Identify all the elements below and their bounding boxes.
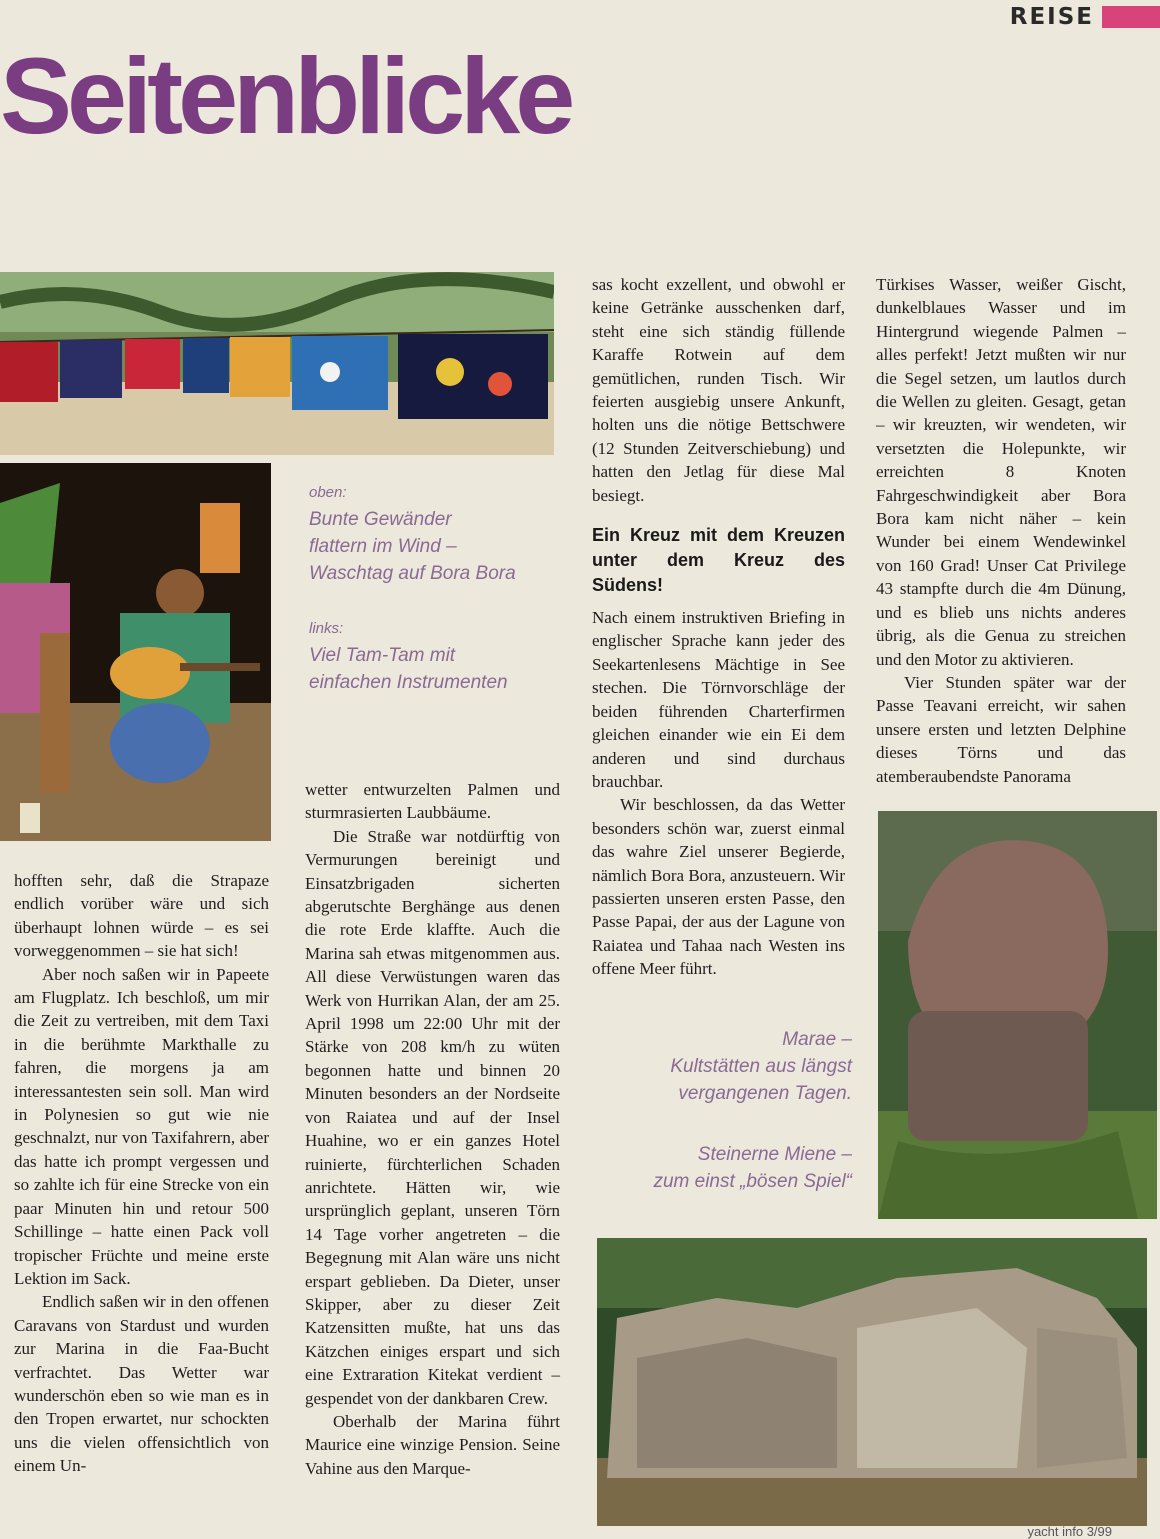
section-color-bar (1102, 6, 1160, 28)
caption-marae-line1: Marae – (782, 1029, 852, 1050)
musicians-illustration (0, 463, 271, 841)
stone-ruins-photo (597, 1238, 1147, 1526)
page-title: Seitenblicke (0, 35, 571, 156)
article-column-3 (592, 273, 845, 981)
col3-paragraph-2: Nach einem instruktiven Briefing in englischer Sprache kann jeder des Seekartenlesens Mächtige in See stechen. Die Törnvorschläge der beiden führenden Charterfirmen gleichen einander wie ein Ei dem anderen und sind durchaus brauchbar. (592, 608, 845, 791)
caption-stone (600, 1141, 852, 1195)
caption-top (309, 506, 516, 587)
section-label: REISE (1009, 4, 1094, 30)
caption-left-label: links: (309, 620, 344, 637)
caption-left-line1: Viel Tam-Tam mit (309, 645, 456, 666)
caption-top-line3: Waschtag auf Bora Bora (309, 563, 516, 584)
laundry-line-photo (0, 272, 554, 455)
musicians-photo (0, 463, 271, 841)
col3-paragraph-1: sas kocht exzellent, und obwohl er keine Getränke ausschenken darf, steht eine sich ständig füllende Karaffe Rotwein auf dem gemütlichen, runden Tisch. Wir feierten ausgiebig unsere Ankunft, holten uns die nötige Bettschwere (12 Stunden Zeitverschiebung) und hatten den Jetlag für diese Mal besiegt. (592, 275, 845, 505)
col2-paragraph-1: wetter entwurzelten Palmen und sturmrasierten Laubbäume. (305, 780, 560, 823)
col4-paragraph-1: Türkises Wasser, weißer Gischt, dunkelblaues Wasser und im Hintergrund wiegende Palmen – alles perfekt! Jetzt mußten wir nur die Segel setzen, um lautlos durch die Wellen zu gleiten. Gesagt, getan – wir kreuzten, wir wendeten, wir versetzten die Holepunkte, wir erreichten 8 Knoten Fahrgeschwindigkeit aber Bora Bora kam nicht näher – kein Wunder bei einem Wendewinkel von 160 Grad! Unser Cat Privilege 43 stampfte durch die 4m Dünung, und es blieb uns nichts anderes übrig, als die Genua zu streichen und den Motor zu aktivieren. (876, 275, 1126, 669)
col2-paragraph-2: Die Straße war notdürftig von Vermurungen bereinigt und Einsatzbrigaden sicherten abgerutschte Berghänge aus denen die rote Erde klaffte. Auch die Marina sah etwas mitgenommen aus. All diese Verwüstungen waren das Werk von Hurrikan Alan, der am 25. April 1998 um 22:00 Uhr mit der Stärke von 208 km/h zu wüten begonnen hatte und binnen 20 Minuten besonders an der Nordseite von Raiatea und auf der Insel Huahine, wo er ein ganzes Hotel ruinierte, fürchterlichen Schaden anrichtete. Hätten wir, wie ursprünglich geplant, unseren Törn 14 Tage vorher angetreten – die Begegnung mit Alan wäre uns nicht erspart geblieben. Da Dieter, unser Skipper, aber zu dieser Zeit Katzensitten mußte, hat uns das Kätzchen einiges erspart und sich eine Extraration Kitekat verdient – gespendet von der dankbaren Crew. (305, 826, 560, 1408)
caption-top-label: oben: (309, 484, 347, 501)
laundry-line-illustration (0, 272, 554, 455)
article-column-2 (305, 778, 560, 1480)
stone-idol-photo (878, 811, 1157, 1219)
stone-ruins-illustration (597, 1238, 1147, 1526)
caption-left (309, 642, 508, 696)
caption-stone-line2: zum einst „bösen Spiel“ (653, 1171, 852, 1192)
col3-subhead: Ein Kreuz mit dem Kreuzen unter dem Kreuz des Südens! (592, 525, 845, 596)
article-column-1 (14, 869, 269, 1478)
caption-marae (600, 1026, 852, 1107)
stone-idol-illustration (878, 811, 1157, 1219)
col3-paragraph-3: Wir beschlossen, da das Wetter besonders schön war, zuerst einmal das wahre Ziel unserer Begierde, nämlich Bora Bora, anzusteuern. Wir passierten unseren ersten Passe, den Passe Papai, der aus der Lagune von Raiatea und Tahaa nach Westen ins offene Meer führt. (592, 795, 845, 979)
caption-marae-line2: Kultstätten aus längst (670, 1056, 852, 1077)
col1-paragraph-3: Endlich saßen wir in den offenen Caravans von Stardust und wurden zur Marina in die Faa-Bucht verfrachtet. Das Wetter war wunderschön eben so wie man es in den Tropen erwartet, nur schockten uns die vielen offensichtlich von einem Un- (14, 1292, 269, 1476)
page-footer: yacht info 3/99 (1027, 1524, 1112, 1539)
caption-top-line2: flattern im Wind – (309, 536, 457, 557)
caption-marae-line3: vergangenen Tagen. (678, 1083, 852, 1104)
col1-paragraph-1: hofften sehr, daß die Strapaze endlich vorüber wäre und sich überhaupt lohnen würde – es sei vorweggenommen – sie hat sich! (14, 871, 269, 961)
article-column-4 (876, 273, 1126, 788)
col1-paragraph-2: Aber noch saßen wir in Papeete am Flugplatz. Ich beschloß, um mir die Zeit zu vertreiben, mit dem Taxi in die berühmte Markthalle zu fahren, die morgens ja am interessantesten sein soll. Man wird in Polynesien so gut wie nie geschnalzt, nur von Taxifahrern, aber das hatte ich prompt vergessen und so zahlte ich für eine Strecke von ein paar Minuten hin und retour 500 Schillinge – hatte einen Pack voll tropischer Früchte und meine erste Lektion im Sack. (14, 964, 269, 1288)
col2-paragraph-3: Oberhalb der Marina führt Maurice eine winzige Pension. Seine Vahine aus den Marque- (305, 1411, 560, 1478)
caption-stone-line1: Steinerne Miene – (697, 1144, 852, 1165)
col4-paragraph-2: Vier Stunden später war der Passe Teavani erreicht, wir sahen unsere ersten und letzten Delphine dieses Törns und das atemberaubendste Panorama (876, 672, 1126, 786)
caption-left-line2: einfachen Instrumenten (309, 672, 508, 693)
caption-top-line1: Bunte Gewänder (309, 509, 452, 530)
